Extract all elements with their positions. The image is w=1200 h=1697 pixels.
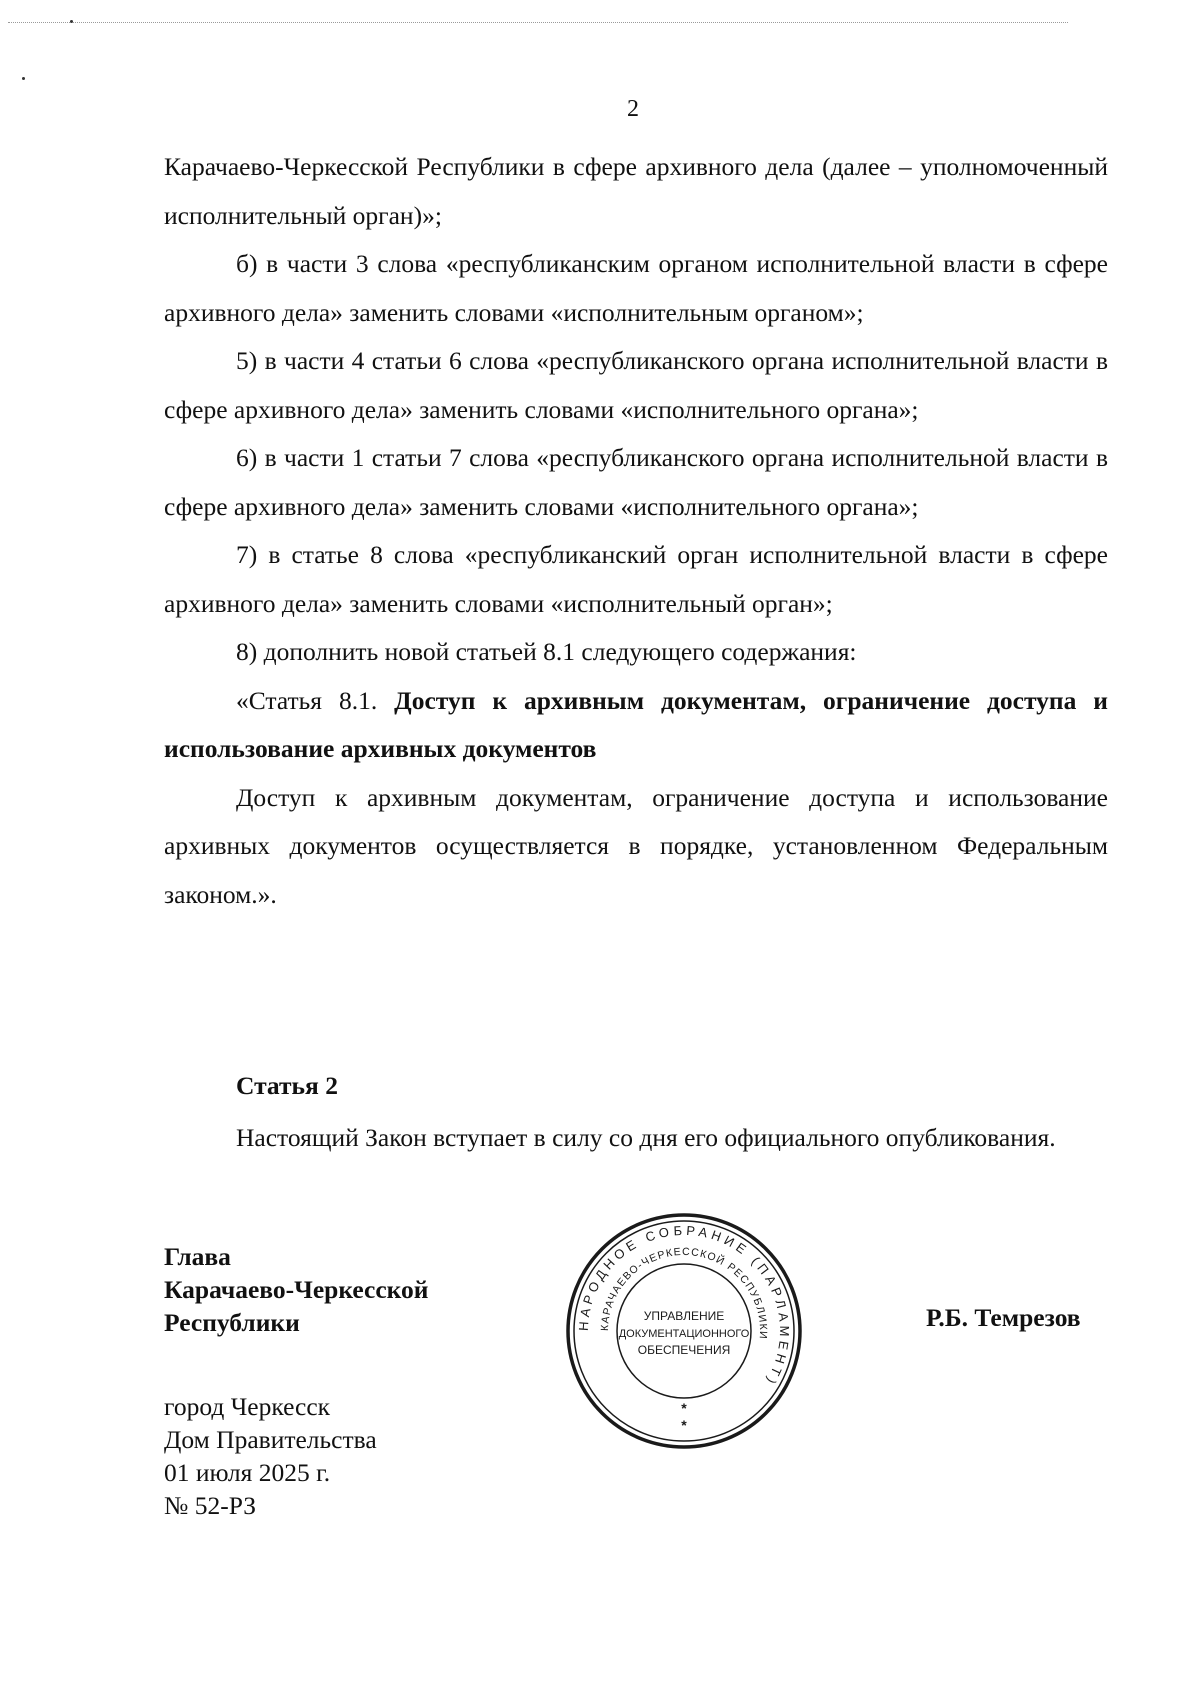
city: город Черкесск — [164, 1392, 331, 1421]
document-body — [164, 143, 1108, 919]
signer-title-line: Глава — [164, 1242, 231, 1271]
document-date: 01 июля 2025 г. — [164, 1458, 331, 1487]
paragraph-article-8-1-body: Доступ к архивным документам, ограничение доступа и использование архивных документов осуществляется в порядке, установленном Федеральным законом.». — [164, 782, 1108, 909]
seal-center-line: УПРАВЛЕНИЕ — [643, 1309, 725, 1323]
article-2-heading: Статья 2 — [236, 1071, 338, 1100]
seal-star: * — [681, 1400, 687, 1416]
scan-speck — [22, 77, 25, 80]
place-and-date — [164, 1390, 377, 1522]
paragraph-article-8-1-title — [164, 677, 1108, 774]
article-2-text: Настоящий Закон вступает в силу со дня его официального опубликования. — [236, 1123, 1056, 1152]
building: Дом Правительства — [164, 1425, 377, 1454]
signer-title — [164, 1240, 428, 1339]
seal-center-line: ОБЕСПЕЧЕНИЯ — [637, 1343, 731, 1357]
official-seal — [565, 1212, 803, 1450]
seal-inner-ring-text: КАРАЧАЕВО-ЧЕРКЕССКОЙ РЕСПУБЛИКИ — [598, 1245, 770, 1341]
seal-star: * — [681, 1417, 687, 1433]
scan-speck — [70, 20, 73, 23]
page-number: 2 — [627, 96, 639, 122]
paragraph-item-6: 6) в части 1 статьи 7 слова «республиканского органа исполнительной власти в сфере архивного дела» заменить словами «исполнительного органа»; — [164, 443, 1108, 521]
seal-center-line: ДОКУМЕНТАЦИОННОГО — [618, 1328, 750, 1340]
article-2-body — [164, 1114, 1108, 1163]
paragraph-item-8: 8) дополнить новой статьей 8.1 следующего содержания: — [236, 637, 857, 666]
paragraph-item-5: 5) в части 4 статьи 6 слова «республиканского органа исполнительной власти в сфере архивного дела» заменить словами «исполнительного органа»; — [164, 346, 1108, 424]
document-number: № 52-РЗ — [164, 1491, 256, 1520]
paragraph-item-b: б) в части 3 слова «республиканским органом исполнительной власти в сфере архивного дела» заменить словами «исполнительным органом»; — [164, 249, 1108, 327]
paragraph-continuation: Карачаево-Черкесской Республики в сфере архивного дела (далее – уполномоченный исполнительный орган)»; — [164, 152, 1108, 230]
paragraph-item-7: 7) в статье 8 слова «республиканский орган исполнительной власти в сфере архивного дела» заменить словами «исполнительный орган»; — [164, 540, 1108, 618]
signer-title-line: Республики — [164, 1308, 300, 1337]
article-8-1-label: «Статья 8.1. — [236, 685, 395, 715]
article-8-1-heading: Доступ к архивным документам, ограничение доступа и использование архивных документов — [164, 685, 1108, 763]
signer-name: Р.Б. Темрезов — [926, 1303, 1081, 1332]
seal-outer-text: НАРОДНОЕ СОБРАНИЕ (ПАРЛАМЕНТ) — [575, 1222, 793, 1390]
signer-title-line: Карачаево-Черкесской — [164, 1275, 429, 1304]
scan-edge-line — [8, 22, 1068, 23]
svg-text:КАРАЧАЕВО-ЧЕРКЕССКОЙ РЕСПУБЛИК — [599, 1246, 769, 1340]
